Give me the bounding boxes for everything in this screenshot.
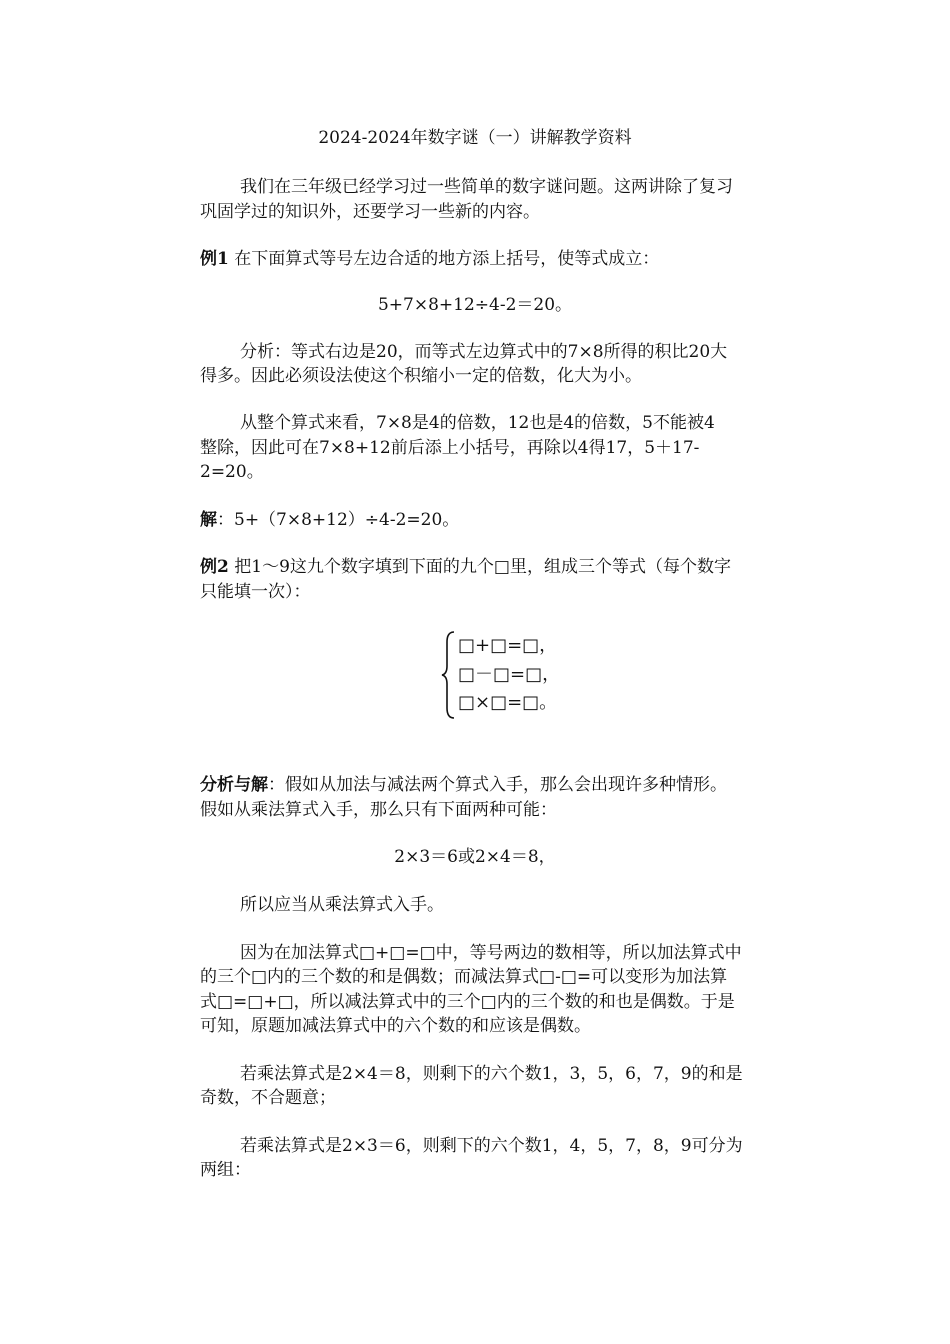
document-title: 2024-2024年数字谜（一）讲解教学资料 [318,128,632,148]
example2-heading [200,556,731,578]
example1-text: 在下面算式等号左边合适的地方添上括号，使等式成立： [234,249,660,269]
example2-analysis-line-2: 假如从乘法算式入手，那么只有下面两种可能： [200,800,557,820]
example2-conclusion: 所以应当从乘法算式入手。 [240,895,444,915]
example1-reasoning-line-2: 整除，因此可在7×8+12前后添上小括号，再除以4得17，5＋17- [200,438,700,458]
example2-analysis-text: ：假如从加法与减法两个算式入手，那么会出现许多种情形。 [268,775,727,795]
example2-text-line-1: 把1～9这九个数字填到下面的九个□里，组成三个等式（每个数字 [234,557,731,577]
equation-system [440,630,620,720]
example2-reason-line-1: 因为在加法算式□+□=□中，等号两边的数相等，所以加法算式中 [240,943,742,963]
example1-label: 例1 [200,249,229,269]
example1-equation: 5+7×8+12÷4-2＝20。 [377,295,573,315]
example2-reason-line-3: 式□=□+□，所以减法算式中的三个□内的三个数的和也是偶数。于是 [200,992,735,1012]
example1-analysis-line-1: 分析：等式右边是20，而等式左边算式中的7×8所得的积比20大 [240,342,728,362]
example2-reason-line-4: 可知，原题加减法算式中的六个数的和应该是偶数。 [200,1016,591,1036]
example1-reasoning-line-1: 从整个算式来看，7×8是4的倍数，12也是4的倍数，5不能被4 [240,413,715,433]
example1-solution-text: ：5+（7×8+12）÷4-2=20。 [217,510,460,530]
example2-text-line-2: 只能填一次）： [200,582,311,602]
system-equation-add: □+□=□， [458,635,558,656]
system-equation-multiply: □×□=□。 [458,692,558,713]
example2-case1-line-2: 奇数，不合题意； [200,1088,336,1108]
example2-case2-line-1: 若乘法算式是2×3＝6，则剩下的六个数1，4，5，7，8，9可分为 [240,1136,743,1156]
intro-line-1: 我们在三年级已经学习过一些简单的数字谜问题。这两讲除了复习 [240,177,733,197]
example2-cases: 2×3＝6或2×4＝8， [394,847,556,867]
example2-analysis-line-1 [200,774,727,796]
example2-case2-line-2: 两组： [200,1160,251,1180]
example2-case1-line-1: 若乘法算式是2×4＝8，则剩下的六个数1，3，5，6，7，9的和是 [240,1064,743,1084]
system-equation-subtract: □－□=□， [458,664,561,685]
example2-reason-line-2: 的三个□内的三个数的和是偶数；而减法算式□-□=可以变形为加法算 [200,967,728,987]
example1-heading [200,248,659,270]
example2-analysis-label: 分析与解 [200,775,268,795]
example2-label: 例2 [200,557,229,577]
example1-solution-label: 解 [200,510,217,530]
example1-solution [200,509,459,531]
example1-analysis-line-2: 得多。因此必须设法使这个积缩小一定的倍数，化大为小。 [200,366,642,386]
left-brace-icon [440,630,458,720]
intro-line-2: 巩固学过的知识外，还要学习一些新的内容。 [200,202,540,222]
example1-reasoning-line-3: 2=20。 [200,462,264,482]
